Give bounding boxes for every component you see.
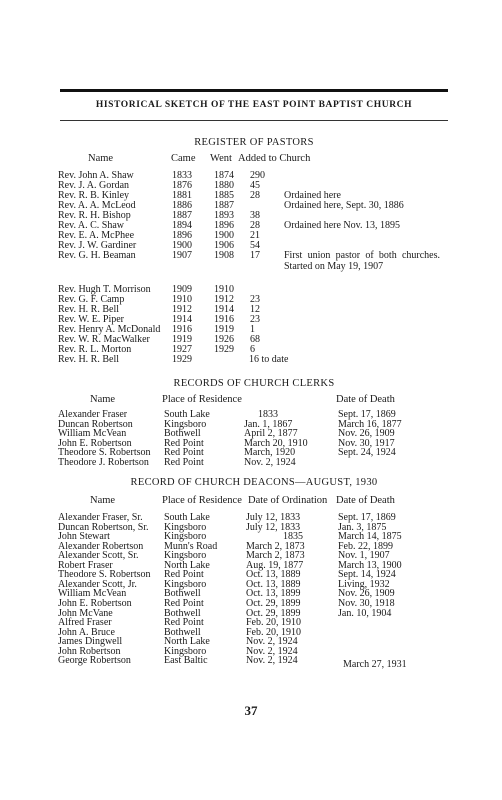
clerk-residence: South Lake bbox=[164, 409, 210, 420]
deacon-residence: Kingsboro bbox=[164, 645, 207, 657]
pastor-went: 1910 bbox=[214, 284, 234, 295]
deacon-name: John McVane bbox=[58, 607, 113, 619]
pastor-went: 1916 bbox=[214, 314, 234, 325]
came-header: Came bbox=[171, 153, 196, 164]
clerk-residence: Red Point bbox=[164, 447, 204, 459]
pastor-name: Rev. John A. Shaw bbox=[58, 170, 134, 181]
header-rule-bottom bbox=[60, 120, 448, 121]
pastor-note: Ordained here bbox=[284, 190, 341, 201]
deacon-death: Feb. 22, 1899 bbox=[338, 540, 393, 552]
pastor-went: 1885 bbox=[214, 190, 234, 201]
ordination-header: Date of Ordination bbox=[248, 495, 328, 506]
pastor-came: 1916 bbox=[172, 324, 192, 335]
pastor-came: 1907 bbox=[172, 250, 192, 261]
residence-header: Place of Residence bbox=[162, 495, 242, 506]
deacon-death: Sept. 17, 1869 bbox=[338, 512, 396, 523]
clerk-death: Nov. 30, 1917 bbox=[338, 437, 395, 449]
clerk-death: Sept. 24, 1924 bbox=[338, 447, 396, 459]
pastor-added: 68 bbox=[250, 334, 260, 345]
clerk-date: Jan. 1, 1867 bbox=[244, 418, 293, 430]
deacon-name: Alexander Robertson bbox=[58, 540, 144, 552]
pastor-went: 1908 bbox=[214, 250, 234, 261]
deacon-ordination: Oct. 13, 1899 bbox=[246, 588, 301, 600]
pastor-name: Rev. J. A. Gordan bbox=[58, 180, 130, 191]
deacon-ordination: Oct. 13, 1889 bbox=[246, 569, 301, 581]
running-head: HISTORICAL SKETCH OF THE EAST POINT BAPTIST CHURCH bbox=[95, 100, 413, 110]
pastor-added: 21 bbox=[250, 230, 260, 241]
death-header: Date of Death bbox=[336, 495, 395, 506]
pastor-added: 16 to date bbox=[249, 354, 289, 365]
deacon-ordination: Nov. 2, 1924 bbox=[246, 655, 298, 667]
pastor-went: 1912 bbox=[214, 294, 234, 305]
deacon-death: March 13, 1900 bbox=[338, 559, 402, 571]
pastor-name: Rev. A. A. McLeod bbox=[58, 200, 136, 211]
deacon-residence: North Lake bbox=[164, 636, 210, 648]
deacon-death: March 27, 1931 bbox=[343, 659, 407, 671]
clerk-name: Theodore J. Robertson bbox=[58, 457, 149, 468]
pastor-name: Rev. E. A. McPhee bbox=[58, 230, 135, 241]
deacon-death: Nov. 30, 1918 bbox=[338, 597, 395, 609]
deacon-ordination: Nov. 2, 1924 bbox=[246, 645, 298, 657]
deacon-residence: Bothwell bbox=[164, 588, 201, 600]
clerk-residence: Bothwell bbox=[164, 428, 201, 440]
clerk-date: April 2, 1877 bbox=[244, 428, 298, 440]
name-header: Name bbox=[88, 153, 114, 164]
pastor-went: 1914 bbox=[214, 304, 234, 315]
clerk-name: Theodore S. Robertson bbox=[58, 447, 151, 459]
went-header: Went bbox=[210, 153, 232, 164]
deacon-death: Jan. 10, 1904 bbox=[338, 607, 392, 619]
death-header: Date of Death bbox=[336, 394, 395, 405]
clerk-date: Nov. 2, 1924 bbox=[244, 457, 296, 468]
name-header: Name bbox=[90, 495, 116, 506]
clerk-date: 1833 bbox=[258, 409, 278, 420]
pastor-came: 1894 bbox=[172, 220, 192, 231]
deacon-name: William McVean bbox=[58, 588, 127, 600]
pastor-added: 23 bbox=[250, 294, 260, 305]
deacon-residence: Kingsboro bbox=[164, 521, 207, 533]
pastor-came: 1881 bbox=[172, 190, 192, 201]
deacon-name: John Robertson bbox=[58, 645, 121, 657]
clerks-title: RECORDS OF CHURCH CLERKS bbox=[173, 378, 335, 389]
residence-header: Place of Residence bbox=[162, 394, 242, 405]
pastor-added: 28 bbox=[250, 190, 260, 201]
pastor-name: Rev. R. L. Morton bbox=[58, 344, 132, 355]
deacon-death: Nov. 26, 1909 bbox=[338, 588, 395, 600]
pastor-came: 1909 bbox=[172, 284, 192, 295]
header-rule-top bbox=[60, 89, 448, 92]
pastor-came: 1929 bbox=[172, 354, 192, 365]
deacon-ordination: Feb. 20, 1910 bbox=[246, 617, 301, 629]
pastor-name: Rev. J. W. Gardiner bbox=[58, 240, 137, 251]
pastor-added: 23 bbox=[250, 314, 260, 325]
name-header: Name bbox=[90, 394, 116, 405]
pastor-added: 1 bbox=[250, 324, 255, 335]
deacon-death: March 14, 1875 bbox=[338, 531, 402, 543]
pastor-name: Rev. R. B. Kinley bbox=[58, 190, 130, 201]
deacon-ordination: Oct. 29, 1899 bbox=[246, 607, 301, 619]
pastor-name: Rev. W. E. Piper bbox=[58, 314, 125, 325]
pastor-name: Rev. A. C. Shaw bbox=[58, 220, 125, 231]
deacon-name: Alexander Scott, Jr. bbox=[58, 578, 137, 590]
pastor-came: 1910 bbox=[172, 294, 192, 305]
deacon-ordination: March 2, 1873 bbox=[246, 540, 305, 552]
pastor-went: 1896 bbox=[214, 220, 234, 231]
pastor-name: Rev. Henry A. McDonald bbox=[58, 324, 161, 335]
deacon-residence: Bothwell bbox=[164, 607, 201, 619]
clerk-death: March 16, 1877 bbox=[338, 418, 402, 430]
pastor-came: 1887 bbox=[172, 210, 192, 221]
pastor-went: 1929 bbox=[214, 344, 234, 355]
pastor-name: Rev. G. F. Camp bbox=[58, 294, 125, 305]
deacon-name: John Stewart bbox=[58, 531, 110, 543]
pastor-went: 1926 bbox=[214, 334, 234, 345]
pastor-came: 1927 bbox=[172, 344, 192, 355]
pastor-name: Rev. W. R. MacWalker bbox=[58, 334, 150, 345]
pastor-went: 1887 bbox=[214, 200, 234, 211]
deacon-ordination: July 12, 1833 bbox=[246, 521, 301, 533]
deacon-ordination: Oct. 13, 1889 bbox=[246, 578, 301, 590]
pastor-went: 1919 bbox=[214, 324, 234, 335]
pastor-added: 54 bbox=[250, 240, 260, 251]
deacon-residence: Red Point bbox=[164, 569, 204, 581]
deacon-ordination: 1835 bbox=[283, 531, 303, 543]
deacon-residence: Munn's Road bbox=[164, 540, 218, 552]
pastor-note: Ordained here, Sept. 30, 1886 bbox=[284, 200, 404, 211]
pastor-came: 1900 bbox=[172, 240, 192, 251]
deacon-death: Jan. 3, 1875 bbox=[338, 521, 387, 533]
pastor-added: 12 bbox=[250, 304, 260, 315]
pastor-name: Rev. H. R. Bell bbox=[58, 304, 120, 315]
clerk-residence: Red Point bbox=[164, 437, 204, 449]
pastor-came: 1886 bbox=[172, 200, 192, 211]
clerk-death: Nov. 26, 1909 bbox=[338, 428, 395, 440]
deacon-name: John A. Bruce bbox=[58, 626, 115, 638]
pastor-went: 1906 bbox=[214, 240, 234, 251]
pastor-name: Rev. G. H. Beaman bbox=[58, 250, 136, 261]
deacon-residence: South Lake bbox=[164, 512, 210, 523]
pastor-went: 1893 bbox=[214, 210, 234, 221]
deacon-ordination: March 2, 1873 bbox=[246, 550, 305, 562]
page-number: 37 bbox=[244, 703, 258, 718]
clerk-residence: Red Point bbox=[164, 457, 204, 468]
deacon-residence: Red Point bbox=[164, 617, 204, 629]
pastor-came: 1896 bbox=[172, 230, 192, 241]
deacon-ordination: Oct. 29, 1899 bbox=[246, 597, 301, 609]
deacon-name: Alfred Fraser bbox=[58, 617, 112, 629]
clerk-name: Alexander Fraser bbox=[58, 409, 128, 420]
clerk-death: Sept. 17, 1869 bbox=[338, 409, 396, 420]
pastor-added: 45 bbox=[250, 180, 260, 191]
deacon-name: Theodore S. Robertson bbox=[58, 569, 151, 581]
clerk-residence: Kingsboro bbox=[164, 418, 207, 430]
deacon-residence: Kingsboro bbox=[164, 550, 207, 562]
deacon-residence: Red Point bbox=[164, 597, 204, 609]
clerk-name: Duncan Robertson bbox=[58, 418, 133, 430]
pastor-name: Rev. Hugh T. Morrison bbox=[58, 284, 151, 295]
deacons-title: RECORD OF CHURCH DEACONS—AUGUST, 1930 bbox=[130, 477, 378, 488]
deacon-death: Sept. 14, 1924 bbox=[338, 569, 396, 581]
pastor-came: 1912 bbox=[172, 304, 192, 315]
pastor-name: Rev. H. R. Bell bbox=[58, 354, 120, 365]
pastor-added: 17 bbox=[250, 250, 260, 261]
pastor-added: 290 bbox=[250, 170, 265, 181]
pastor-note: Ordained here Nov. 13, 1895 bbox=[284, 220, 400, 231]
deacon-death: Nov. 1, 1907 bbox=[338, 550, 390, 562]
pastor-added: 6 bbox=[250, 344, 255, 355]
clerk-date: March, 1920 bbox=[244, 447, 296, 459]
deacon-name: John E. Robertson bbox=[58, 597, 132, 609]
pastor-went: 1880 bbox=[214, 180, 234, 191]
deacon-death: Living, 1932 bbox=[338, 578, 390, 590]
pastor-added: 38 bbox=[250, 210, 260, 221]
pastor-came: 1833 bbox=[172, 170, 192, 181]
deacon-ordination: July 12, 1833 bbox=[246, 512, 301, 523]
deacon-residence: Kingsboro bbox=[164, 531, 207, 543]
clerk-name: William McVean bbox=[58, 428, 127, 440]
deacon-name: Alexander Fraser, Sr. bbox=[58, 512, 143, 523]
deacon-name: James Dingwell bbox=[58, 636, 123, 648]
pastor-came: 1919 bbox=[172, 334, 192, 345]
deacon-ordination: Nov. 2, 1924 bbox=[246, 636, 298, 648]
deacon-residence: East Baltic bbox=[164, 655, 208, 667]
deacon-residence: North Lake bbox=[164, 559, 210, 571]
pastor-came: 1914 bbox=[172, 314, 192, 325]
pastor-went: 1874 bbox=[214, 170, 234, 181]
clerk-name: John E. Robertson bbox=[58, 437, 132, 449]
pastor-note: First union pastor of both churches. Started on May 19, 1907 bbox=[284, 250, 440, 272]
deacon-ordination: Feb. 20, 1910 bbox=[246, 626, 301, 638]
pastor-came: 1876 bbox=[172, 180, 192, 191]
pastor-added: 28 bbox=[250, 220, 260, 231]
deacon-name: George Robertson bbox=[58, 655, 131, 667]
deacon-residence: Bothwell bbox=[164, 626, 201, 638]
pastors-title: REGISTER OF PASTORS bbox=[194, 137, 314, 148]
added-header: Added to Church bbox=[238, 153, 311, 164]
pastor-went: 1900 bbox=[214, 230, 234, 241]
deacon-residence: Kingsboro bbox=[164, 578, 207, 590]
deacon-name: Alexander Scott, Sr. bbox=[58, 550, 139, 562]
deacon-ordination: Aug. 19, 1877 bbox=[246, 559, 304, 571]
pastor-name: Rev. R. H. Bishop bbox=[58, 210, 131, 221]
deacon-name: Robert Fraser bbox=[58, 559, 113, 571]
clerk-date: March 20, 1910 bbox=[244, 437, 308, 449]
deacon-name: Duncan Robertson, Sr. bbox=[58, 521, 149, 533]
